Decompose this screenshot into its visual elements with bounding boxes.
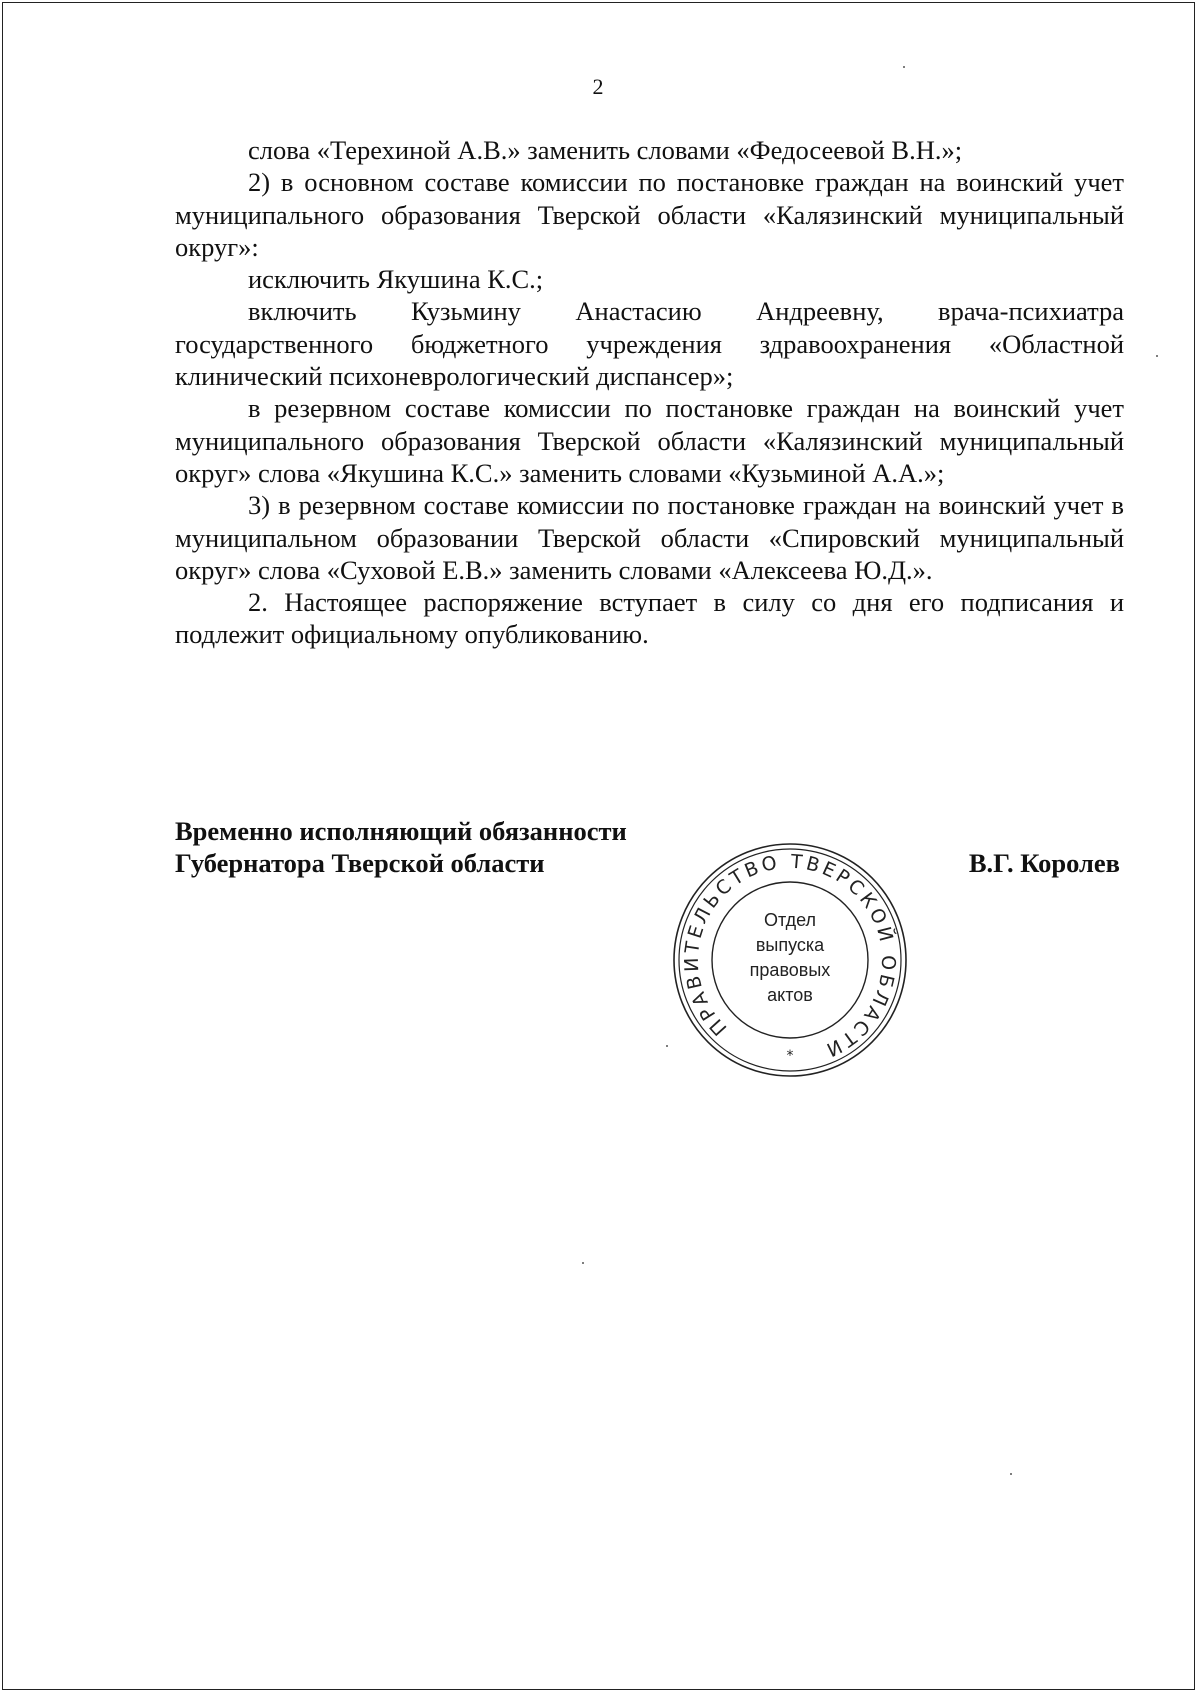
signatory-name: В.Г. Королев xyxy=(968,848,1120,878)
paragraph-4: включить Кузьмину Анастасию Андреевну, врача-психиатра государственного бюджетного учреждения здравоохранения «Областной клинический психоневрологический диспансер»; xyxy=(175,296,1124,392)
official-stamp-seal xyxy=(670,840,910,1080)
stamp-center-line1: Отдел xyxy=(763,910,817,930)
paragraph-1: слова «Терехиной А.В.» заменить словами «Федосеевой В.Н.»; xyxy=(248,135,963,165)
paragraph-3: исключить Якушина К.С.; xyxy=(248,264,544,295)
paragraph-5: в резервном составе комиссии по постановке граждан на воинский учет муниципального образования Тверской области «Калязинский муниципальный округ» слова «Якушина К.С.» заменить словами «Кузьминой А.А.»; xyxy=(175,393,1124,488)
paragraph-6: 3) в резервном составе комиссии по постановке граждан на воинский учет в муниципальном образовании Тверской области «Спировский муниципальный округ» слова «Суховой Е.В.» заменить словами «Алексеева Ю.Д.». xyxy=(175,490,1124,585)
page-number: 2 xyxy=(592,74,604,99)
signature-block xyxy=(175,815,1124,880)
stamp-ring-text: ПРАВИТЕЛЬСТВО ТВЕРСКОЙ ОБЛАСТИ xyxy=(680,850,900,1062)
paragraph-2: 2) в основном составе комиссии по постановке граждан на воинский учет муниципального образования Тверской области «Калязинский муниципальный округ»: xyxy=(175,167,1124,262)
signatory-position-line2: Губернатора Тверской области xyxy=(175,848,545,879)
scan-speck xyxy=(666,1045,668,1047)
scan-speck xyxy=(903,66,905,68)
stamp-center-line4: актов xyxy=(767,985,813,1005)
document-body xyxy=(175,134,1124,651)
scan-speck xyxy=(1156,355,1158,357)
stamp-star: * xyxy=(786,1048,794,1064)
stamp-center-line3: правовых xyxy=(749,960,831,980)
signatory-position-line1: Временно исполняющий обязанности xyxy=(175,816,627,846)
stamp-center-line2: выпуска xyxy=(755,935,825,955)
scan-speck xyxy=(1010,1473,1012,1475)
scan-speck xyxy=(582,1262,584,1264)
paragraph-7: 2. Настоящее распоряжение вступает в силу со дня его подписания и подлежит официальному опубликованию. xyxy=(175,587,1124,650)
